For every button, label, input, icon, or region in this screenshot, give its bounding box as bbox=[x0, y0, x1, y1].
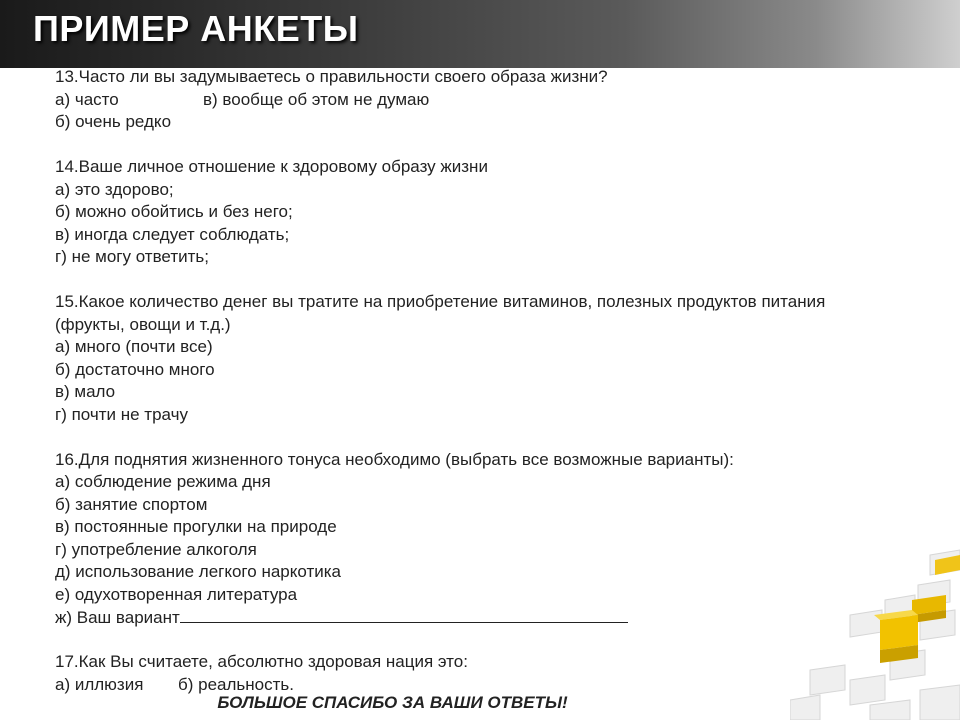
q15-option: б) достаточно много bbox=[55, 359, 215, 379]
q13-question: 13.Часто ли вы задумываетесь о правильности своего образа жизни? bbox=[55, 67, 608, 86]
q13-options-row bbox=[55, 89, 935, 112]
q17-option-b: б) реальность. bbox=[178, 674, 294, 694]
thanks-note: БОЛЬШОЕ СПАСИБО ЗА ВАШИ ОТВЕТЫ! bbox=[217, 693, 568, 712]
q14-option: б) можно обойтись и без него; bbox=[55, 202, 293, 221]
q16-own-answer-label: ж) Ваш вариант bbox=[55, 608, 180, 627]
q14-option: в) иногда следует соблюдать; bbox=[55, 224, 290, 244]
q16-option: е) одухотворенная литература bbox=[55, 584, 298, 604]
q15-question: 15.Какое количество денег вы тратите на приобретение витаминов, полезных продуктов питания bbox=[55, 292, 826, 311]
q16-option: а) соблюдение режима дня bbox=[55, 472, 271, 491]
q15-option: в) мало bbox=[55, 382, 116, 401]
q15-question-cont: (фрукты, овощи и т.д.) bbox=[55, 314, 231, 334]
yellow-cube-large bbox=[874, 610, 918, 663]
page-title: ПРИМЕР АНКЕТЫ bbox=[33, 8, 359, 49]
q15-option: г) почти не трачу bbox=[55, 404, 188, 424]
title-bar bbox=[0, 0, 960, 68]
q16-option: б) занятие спортом bbox=[55, 494, 208, 514]
q13-option-a: а) часто bbox=[55, 89, 119, 109]
cubes-decoration-icon bbox=[790, 540, 960, 720]
q14-option: а) это здорово; bbox=[55, 179, 174, 199]
q16-question: 16.Для поднятия жизненного тонуса необходимо (выбрать все возможные варианты): bbox=[55, 449, 734, 469]
q13-option-b: б) очень редко bbox=[55, 112, 172, 131]
q14-question: 14.Ваше личное отношение к здоровому образу жизни bbox=[55, 157, 488, 176]
q16-option: г) употребление алкоголя bbox=[55, 539, 257, 559]
q16-option: д) использование легкого наркотика bbox=[55, 562, 341, 581]
q13-option-v: в) вообще об этом не думаю bbox=[203, 89, 430, 109]
q14-option: г) не могу ответить; bbox=[55, 247, 209, 266]
q15-option: а) много (почти все) bbox=[55, 337, 213, 356]
q16-own-answer-field bbox=[180, 606, 628, 623]
q17-question: 17.Как Вы считаете, абсолютно здоровая нация это: bbox=[55, 652, 468, 671]
q17-option-a: а) иллюзия bbox=[55, 674, 144, 694]
q16-option: в) постоянные прогулки на природе bbox=[55, 517, 337, 536]
